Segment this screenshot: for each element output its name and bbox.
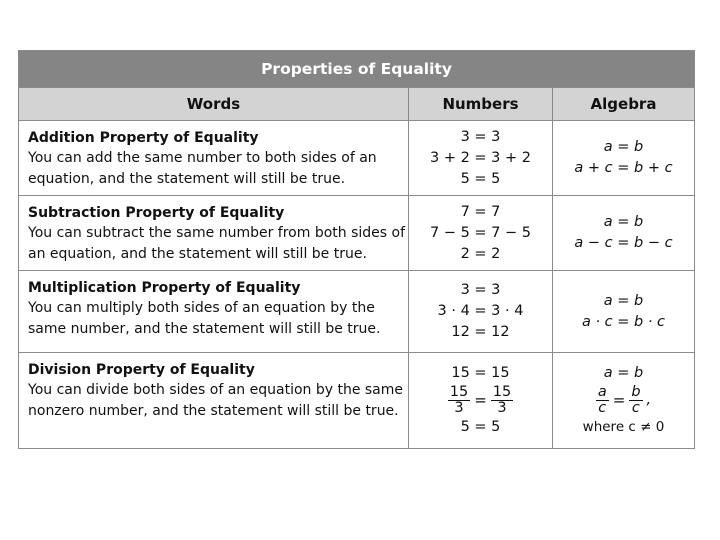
algebra-line: a = b	[603, 214, 644, 230]
table-title: Properties of Equality	[19, 51, 694, 87]
algebra-line: a + c = b + c	[574, 160, 673, 176]
table-row	[19, 270, 694, 352]
property-description: You can add the same number to both sides of an equation, and the statement will still be true.	[28, 150, 377, 187]
algebra-fraction-line	[596, 385, 651, 416]
fraction-left	[448, 385, 470, 416]
numerator: a	[597, 384, 607, 400]
words-cell	[19, 196, 409, 270]
algebra-cell	[553, 271, 694, 352]
algebra-line: a = b	[603, 292, 644, 309]
denominator: 3	[454, 400, 464, 416]
table-row	[19, 120, 694, 195]
numerator: 15	[449, 384, 469, 400]
algebra-cell	[553, 353, 694, 448]
words-cell	[19, 353, 409, 448]
header-words: Words	[19, 88, 409, 120]
numbers-fraction-line	[448, 385, 513, 416]
property-description: You can multiply both sides of an equation by the same number, and the statement will still be true.	[28, 300, 381, 337]
numerator: 15	[492, 384, 512, 400]
header-numbers: Numbers	[409, 88, 553, 120]
words-cell	[19, 271, 409, 352]
property-name: Addition Property of Equality	[28, 130, 259, 146]
denominator: 3	[497, 400, 507, 416]
equals-sign: =	[612, 391, 626, 409]
numbers-line: 3 + 2 = 3 + 2	[429, 149, 531, 166]
numbers-line: 7 − 5 = 7 − 5	[429, 224, 531, 241]
algebra-cell	[553, 196, 694, 270]
algebra-line: a · c = b · c	[581, 313, 666, 330]
numerator: b	[631, 384, 641, 400]
algebra-cell	[553, 121, 694, 195]
numbers-cell	[409, 353, 553, 448]
table-row	[19, 352, 694, 448]
header-algebra: Algebra	[590, 95, 657, 113]
fraction-left	[596, 385, 609, 416]
fraction-right	[491, 385, 513, 416]
numbers-line: 3 = 3	[460, 128, 501, 145]
table-row	[19, 195, 694, 270]
properties-table	[18, 50, 695, 449]
numbers-line: 2 = 2	[460, 245, 501, 262]
condition-note: where c ≠ 0	[582, 419, 665, 435]
property-name: Subtraction Property of Equality	[28, 205, 285, 221]
numbers-cell	[409, 196, 553, 270]
numbers-line: 5 = 5	[460, 419, 501, 435]
words-cell	[19, 121, 409, 195]
numbers-cell	[409, 271, 553, 352]
numbers-line: 3 · 4 = 3 · 4	[437, 303, 524, 319]
property-description: You can divide both sides of an equation by the same nonzero number, and the statement will still be true.	[28, 382, 404, 419]
numbers-line: 5 = 5	[460, 170, 501, 187]
comma: ,	[646, 392, 652, 408]
numbers-line: 7 = 7	[460, 203, 501, 220]
numbers-line: 15 = 15	[451, 365, 510, 381]
property-name: Multiplication Property of Equality	[28, 280, 301, 296]
numbers-line: 3 = 3	[460, 282, 501, 298]
fraction-right	[629, 385, 642, 416]
header-row	[19, 87, 694, 120]
denominator: c	[598, 400, 607, 416]
numbers-line: 12 = 12	[451, 324, 510, 340]
property-description: You can subtract the same number from both sides of an equation, and the statement will still be true.	[28, 225, 406, 262]
denominator: c	[631, 400, 640, 416]
equals-sign: =	[474, 391, 487, 409]
numbers-cell	[409, 121, 553, 195]
algebra-line: a = b	[603, 365, 644, 381]
algebra-line: a − c = b − c	[574, 235, 673, 251]
property-name: Division Property of Equality	[28, 362, 255, 378]
algebra-line: a = b	[603, 139, 644, 155]
